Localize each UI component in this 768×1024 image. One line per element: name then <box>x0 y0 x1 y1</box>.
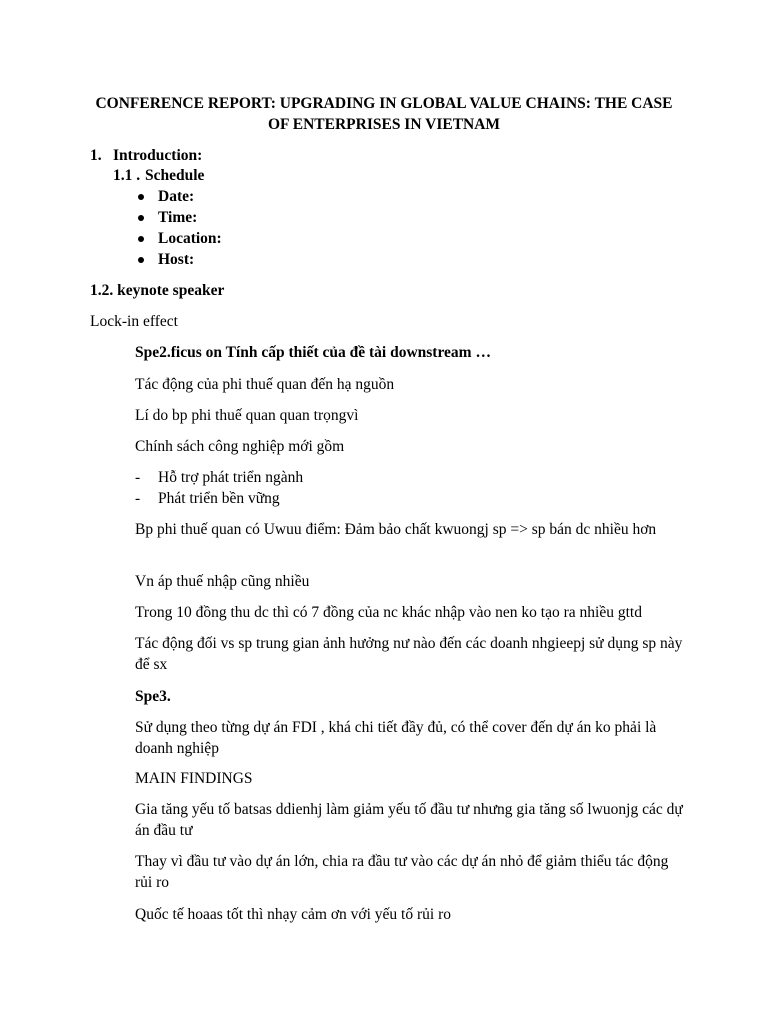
section-1-label: Introduction: <box>113 147 203 164</box>
section-1-number: 1. <box>90 147 102 164</box>
paragraph-6: Trong 10 đồng thu dc thì có 7 đồng của nc khác nhập vào nen ko tạo ra nhiều gttd <box>135 604 642 621</box>
paragraph-8: Sử dụng theo từng dự án FDI , khá chi tiết đầy đủ, có thể cover đến dự án ko phải là doanh nghiệp <box>135 719 657 757</box>
bullet-icon <box>138 194 144 200</box>
schedule-item-location: Location: <box>158 230 222 247</box>
main-findings-heading: MAIN FINDINGS <box>135 770 253 787</box>
spe3-heading: Spe3. <box>135 688 171 705</box>
paragraph-2: Lí do bp phi thuế quan quan trọngvì <box>135 407 359 424</box>
paragraph-3: Chính sách công nghiệp mới gồm <box>135 438 345 455</box>
schedule-item-date: Date: <box>158 188 195 205</box>
paragraph-4: Bp phi thuế quan có Uwuu điểm: Đảm bảo chất kwuongj sp => sp bán dc nhiều hơn <box>135 521 657 538</box>
section-1-2-heading: 1.2. keynote speaker <box>90 282 225 299</box>
paragraph-7: Tác động đối vs sp trung gian ảnh hưởng nư nào đến các doanh nhgieepj sử dụng sp này để sx <box>135 635 683 673</box>
bullet-icon <box>138 236 144 242</box>
dash-marker: - <box>135 469 141 486</box>
schedule-item-time: Time: <box>158 209 198 226</box>
paragraph-9: Gia tăng yếu tố batsas ddienhj làm giảm yếu tố đầu tư nhưng gia tăng số lwuonjg các dự án đầu tư <box>135 801 683 839</box>
dash-marker: - <box>135 490 141 507</box>
dash-item-2: Phát triển bền vững <box>158 490 280 507</box>
bullet-icon <box>138 215 144 221</box>
lock-in-effect-text: Lock-in effect <box>90 313 178 330</box>
schedule-item-host: Host: <box>158 251 195 268</box>
paragraph-1: Tác động của phi thuế quan đến hạ nguồn <box>135 376 395 393</box>
section-1-1-number: 1.1 . <box>113 167 141 184</box>
paragraph-11: Quốc tế hoaas tốt thì nhạy cảm ơn với yếu tố rủi ro <box>135 906 451 923</box>
bullet-icon <box>138 257 144 263</box>
paragraph-10: Thay vì đầu tư vào dự án lớn, chia ra đầu tư vào các dự án nhỏ để giảm thiểu tác động rủi ro <box>135 853 669 891</box>
spe2-heading: Spe2.ficus on Tính cấp thiết của đề tài downstream … <box>135 344 491 361</box>
document-title: CONFERENCE REPORT: UPGRADING IN GLOBAL VALUE CHAINS: THE CASE OF ENTERPRISES IN VIETNAM <box>95 95 673 133</box>
section-1-1-label: Schedule <box>145 167 205 184</box>
dash-item-1: Hỗ trợ phát triển ngành <box>158 469 304 486</box>
paragraph-5: Vn áp thuế nhập cũng nhiều <box>135 573 310 590</box>
